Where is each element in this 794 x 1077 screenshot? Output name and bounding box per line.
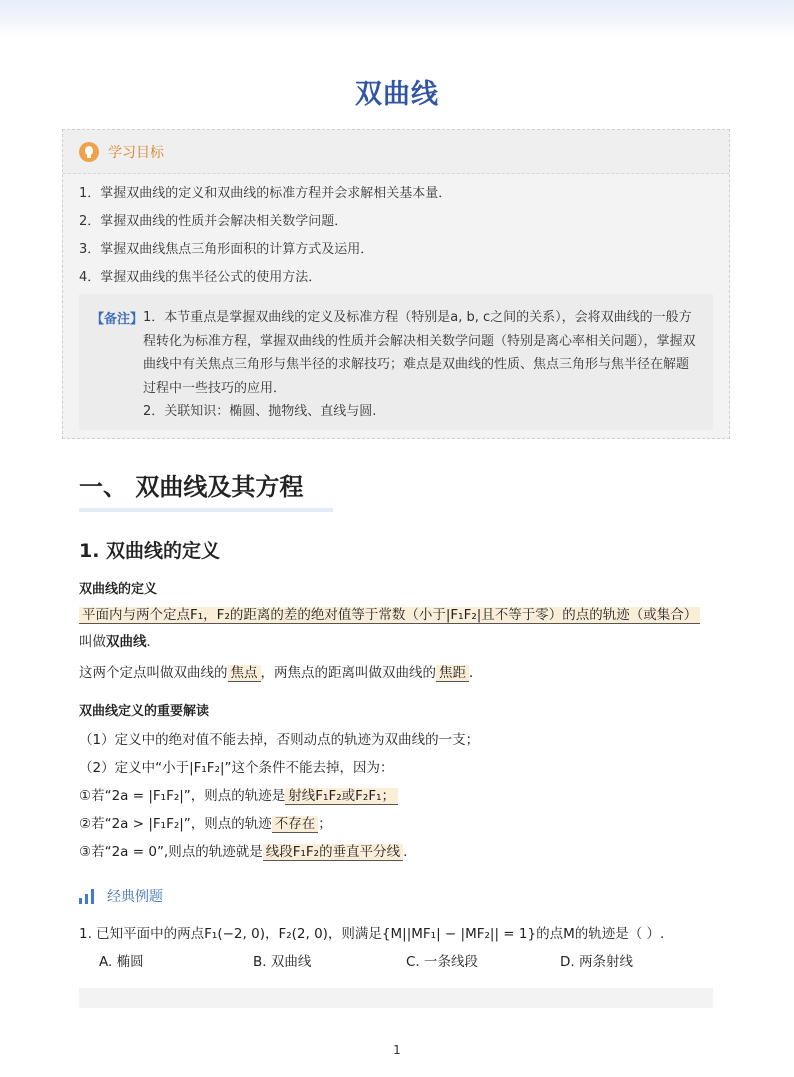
goal-item: 2．掌握双曲线的性质并会解决相关数学问题． (79, 214, 348, 229)
option-c: C. 一条线段 (406, 954, 479, 970)
case-3 (79, 840, 407, 860)
question-1: 1. 已知平面中的两点F₁(−2, 0)，F₂(2, 0)，则满足{M||MF₁| − |MF₂|| = 1}的点M的轨迹是（ ）. (79, 926, 665, 942)
classic-examples-label: 经典例题 (107, 889, 163, 905)
top-decoration-band (0, 0, 794, 38)
definition-paragraph (79, 602, 709, 656)
lightbulb-icon (79, 142, 99, 162)
document-title: 双曲线 (355, 79, 439, 110)
answer-area (79, 988, 713, 1008)
option-b: B. 双曲线 (253, 954, 312, 970)
bar-chart-icon (79, 889, 95, 904)
interpretation-title: 双曲线定义的重要解读 (79, 704, 210, 719)
case-3-blank: 线段F₁F₂的垂直平分线 (263, 844, 403, 861)
case-2-blank: 不存在 (272, 816, 319, 833)
classic-examples-header (79, 886, 163, 906)
definition-suffix: 叫做 (79, 634, 106, 650)
remark-line-2: 2．关联知识：椭圆、抛物线、直线与圆. (143, 404, 377, 419)
learning-goals-header (63, 130, 729, 174)
remark-line-1: 1．本节重点是掌握双曲线的定义及标准方程（特别是a, b, c之间的关系），会将双曲线的一般方程转化为标准方程，掌握双曲线的性质并会解决相关数学问题（特别是离心率相关问题），掌握双曲线中有关焦点三角形与焦半径的求解技巧；难点是双曲线的性质、焦点三角形与焦半径在解题过程中一些技巧的应用． (143, 310, 696, 396)
goal-item: 3．掌握双曲线焦点三角形面积的计算方式及运用． (79, 242, 374, 257)
focus-sentence (79, 661, 483, 681)
case-2 (79, 812, 332, 832)
case-2-prefix: ②若“2a > |F₁F₂|”，则点的轨迹 (79, 816, 272, 832)
definition-fill-blank: 平面内与两个定点F₁，F₂的距离的差的绝对值等于常数（小于|F₁F₂|且不等于零）的点的轨迹（或集合） (79, 607, 700, 624)
case-1-blank: 射线F₁F₂或F₂F₁； (285, 788, 398, 805)
goal-item: 4．掌握双曲线的焦半径公式的使用方法． (79, 270, 322, 285)
learning-goals-box (62, 129, 730, 439)
case-3-prefix: ③若“2a = 0”,则点的轨迹就是 (79, 844, 263, 860)
focus-blank: 焦点 (228, 665, 261, 682)
focus-end: ． (469, 665, 483, 681)
case-1 (79, 784, 398, 804)
option-a: A. 椭圆 (99, 954, 144, 970)
option-d: D. 两条射线 (560, 954, 633, 970)
definition-title: 双曲线的定义 (79, 582, 158, 597)
definition-end: ． (146, 634, 160, 650)
focus-prefix: 这两个定点叫做双曲线的 (79, 665, 228, 681)
case-1-prefix: ①若“2a = |F₁F₂|”，则点的轨迹是 (79, 788, 286, 804)
goal-item: 1．掌握双曲线的定义和双曲线的标准方程并会求解相关基本量． (79, 186, 452, 201)
section-heading: 一、 双曲线及其方程 (79, 473, 304, 501)
interpretation-2: （2）定义中“小于|F₁F₂|”这个条件不能去掉，因为： (79, 760, 394, 776)
learning-goals-label: 学习目标 (108, 144, 164, 161)
focus-middle: ，两焦点的距离叫做双曲线的 (260, 665, 436, 681)
subsection-heading: 1. 双曲线的定义 (79, 540, 221, 562)
remark-tag: 【备注】 (91, 312, 144, 327)
focal-distance-blank: 焦距 (436, 665, 469, 682)
case-3-end: . (403, 844, 408, 860)
page-number: 1 (393, 1043, 401, 1057)
section-heading-underline (79, 508, 333, 512)
case-2-end: ； (318, 816, 332, 832)
remark-box (79, 294, 713, 430)
interpretation-1: （1）定义中的绝对值不能去掉，否则动点的轨迹为双曲线的一支； (79, 732, 480, 748)
definition-term: 双曲线 (106, 634, 147, 650)
remark-text (143, 306, 699, 424)
